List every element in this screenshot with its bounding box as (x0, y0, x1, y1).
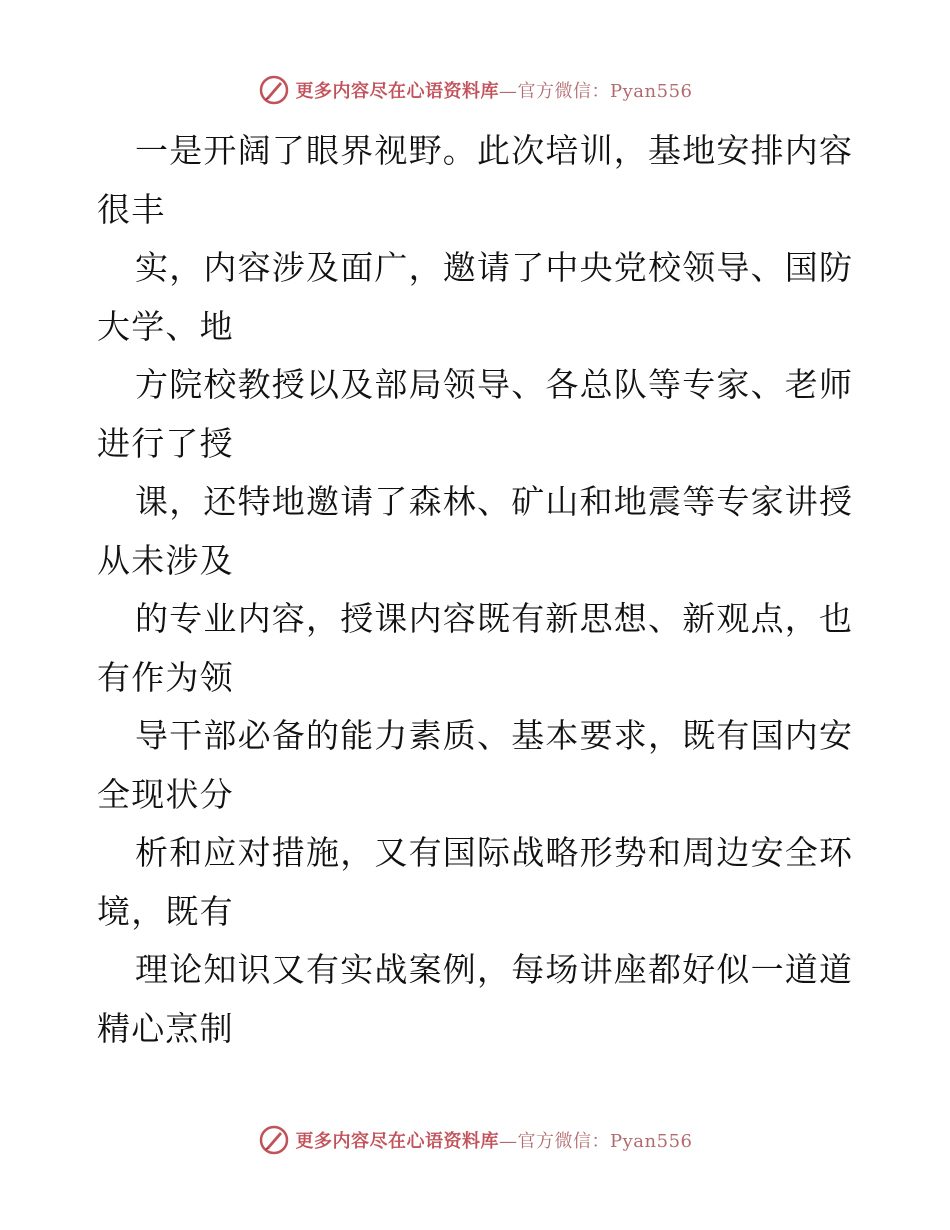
text-line: 进行了授 (97, 423, 234, 463)
watermark-separator: — (499, 1131, 518, 1152)
watermark-brand: 更多内容尽在心语资料库 (295, 1131, 500, 1152)
body-text (97, 122, 857, 1058)
text-line: 导干部必备的能力素质、基本要求，既有国内安 (135, 716, 854, 755)
text-line: 全现状分 (97, 774, 234, 814)
quill-seal-icon (258, 74, 290, 106)
watermark-separator: — (499, 81, 518, 102)
text-line: 境，既有 (97, 891, 234, 931)
watermark-brand: 更多内容尽在心语资料库 (295, 81, 500, 102)
watermark-text (296, 77, 693, 103)
text-line: 课，还特地邀请了森林、矿山和地震等专家讲授 (135, 482, 854, 521)
text-line: 方院校教授以及部局领导、各总队等专家、老师 (135, 365, 854, 404)
header-watermark (0, 70, 950, 110)
text-line: 精心烹制 (97, 1008, 234, 1048)
quill-seal-icon (258, 1124, 290, 1156)
text-line: 很丰 (97, 189, 166, 229)
text-line: 从未涉及 (97, 540, 234, 580)
watermark-wechat: 官方微信：Pyan556 (517, 1131, 693, 1152)
watermark-wechat: 官方微信：Pyan556 (517, 81, 693, 102)
text-line: 一是开阔了眼界视野。此次培训，基地安排内容 (135, 131, 854, 170)
text-line: 的专业内容，授课内容既有新思想、新观点，也 (135, 599, 854, 638)
text-line: 实，内容涉及面广，邀请了中央党校领导、国防 (135, 248, 854, 287)
footer-watermark (0, 1120, 950, 1160)
text-line: 有作为领 (97, 657, 234, 697)
watermark-text (296, 1127, 693, 1153)
text-line: 理论知识又有实战案例，每场讲座都好似一道道 (135, 950, 854, 989)
text-line: 大学、地 (97, 306, 234, 346)
text-line: 析和应对措施，又有国际战略形势和周边安全环 (135, 833, 854, 872)
